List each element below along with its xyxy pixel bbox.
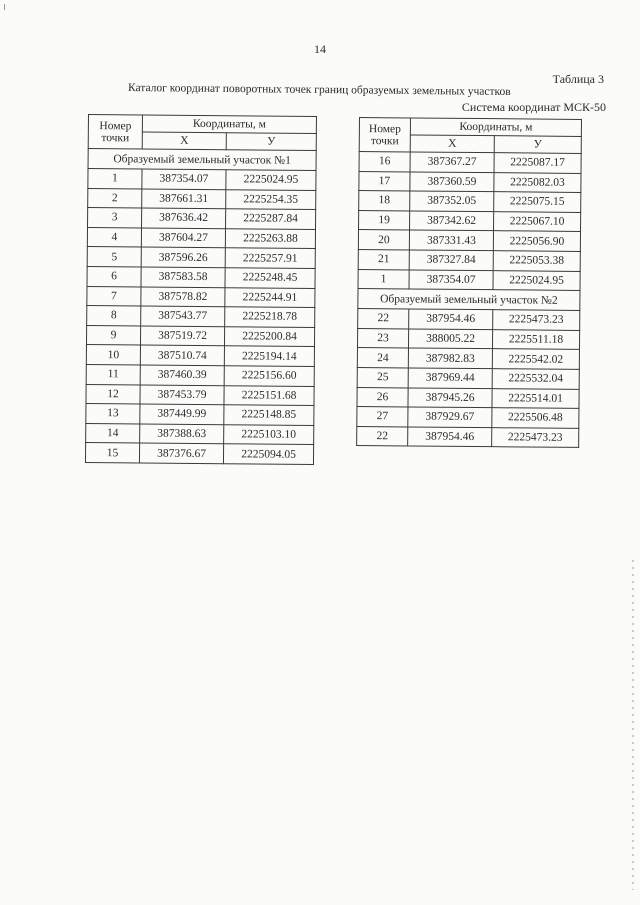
table-row: [88, 169, 316, 191]
table-row: [358, 269, 580, 291]
point-number-cell: 5: [87, 247, 141, 267]
point-number-cell: 6: [87, 266, 141, 286]
header-x: X: [410, 135, 494, 153]
point-number-cell: 16: [359, 152, 410, 172]
table-row: [87, 306, 315, 328]
x-coordinate-cell: 387367.27: [410, 152, 494, 172]
y-coordinate-cell: 2225473.23: [492, 427, 579, 447]
y-coordinate-cell: 2225473.23: [493, 310, 580, 330]
table-row: [357, 387, 579, 409]
point-number-cell: 23: [357, 328, 408, 348]
header-x: X: [142, 132, 226, 150]
x-coordinate-cell: 387929.67: [408, 407, 492, 427]
point-number-cell: 12: [86, 384, 140, 404]
x-coordinate-cell: 387661.31: [142, 189, 226, 209]
x-coordinate-cell: 387342.62: [410, 211, 494, 231]
y-coordinate-cell: 2225024.95: [226, 170, 316, 190]
table-row: [86, 364, 314, 386]
scan-corner-mark: [4, 4, 8, 10]
table-row: [358, 249, 580, 271]
table-row: [86, 345, 314, 367]
table-row: [86, 325, 314, 347]
table-row: [86, 384, 314, 406]
x-coordinate-cell: 387449.99: [140, 404, 224, 424]
point-number-cell: 19: [359, 210, 410, 230]
table-row: [87, 247, 315, 269]
coordinates-table-left: [85, 114, 317, 465]
point-number-cell: 21: [358, 249, 409, 269]
y-coordinate-cell: 2225053.38: [493, 251, 580, 271]
x-coordinate-cell: 387583.58: [141, 267, 225, 287]
y-coordinate-cell: 2225263.88: [225, 228, 315, 248]
table-row: [88, 208, 316, 230]
table-row: [359, 152, 581, 174]
point-number-cell: 25: [357, 367, 408, 387]
header-point-line1: Номер: [99, 119, 132, 132]
table-row: [357, 348, 579, 370]
x-coordinate-cell: 387376.67: [139, 443, 223, 463]
y-coordinate-cell: 2225156.60: [224, 366, 314, 386]
table-row: [357, 426, 579, 448]
point-number-cell: 2: [88, 188, 142, 208]
x-coordinate-cell: 387331.43: [409, 230, 493, 250]
point-number-cell: 8: [87, 306, 141, 326]
y-coordinate-cell: 2225542.02: [492, 349, 579, 369]
y-coordinate-cell: 2225094.05: [223, 444, 313, 464]
y-coordinate-cell: 2225511.18: [492, 329, 579, 349]
table-row: [86, 404, 314, 426]
table-row: [86, 423, 314, 445]
x-coordinate-cell: 387510.74: [140, 345, 224, 365]
point-number-cell: 13: [86, 404, 140, 424]
point-number-cell: 1: [88, 169, 142, 189]
x-coordinate-cell: 387453.79: [140, 384, 224, 404]
x-coordinate-cell: 387596.26: [141, 247, 225, 267]
x-coordinate-cell: 387982.83: [408, 348, 492, 368]
header-point-line2: точки: [101, 131, 130, 144]
y-coordinate-cell: 2225087.17: [494, 153, 581, 173]
y-coordinate-cell: 2225514.01: [492, 388, 579, 408]
x-coordinate-cell: 387388.63: [140, 424, 224, 444]
y-coordinate-cell: 2225151.68: [224, 385, 314, 405]
x-coordinate-cell: 388005.22: [408, 329, 492, 349]
y-coordinate-cell: 2225244.91: [225, 287, 315, 307]
y-coordinate-cell: 2225532.04: [492, 369, 579, 389]
page-number: 14: [314, 42, 326, 56]
table-row: [87, 227, 315, 249]
coordinates-table-right: [356, 117, 582, 448]
point-number-cell: 9: [86, 325, 140, 345]
point-number-cell: 11: [86, 364, 140, 384]
y-coordinate-cell: 2225248.45: [225, 268, 315, 288]
point-number-cell: 4: [87, 227, 141, 247]
point-number-cell: 22: [357, 426, 408, 446]
header-y: У: [494, 136, 581, 154]
point-number-cell: 3: [88, 208, 142, 228]
x-coordinate-cell: 387327.84: [409, 250, 493, 270]
table-row: [359, 171, 581, 193]
x-coordinate-cell: 387360.59: [410, 172, 494, 192]
section-title-plot-2: Образуемый земельный участок №2: [358, 289, 580, 311]
point-number-cell: 7: [87, 286, 141, 306]
point-number-cell: 17: [359, 171, 410, 191]
point-number-cell: 1: [358, 269, 409, 289]
x-coordinate-cell: 387354.07: [409, 270, 493, 290]
section-title-plot-1: Образуемый земельный участок №1: [88, 149, 316, 171]
point-number-cell: 20: [358, 230, 409, 250]
x-coordinate-cell: 387969.44: [408, 368, 492, 388]
table-row: [357, 367, 579, 389]
x-coordinate-cell: 387945.26: [408, 387, 492, 407]
header-point-line1: Номер: [368, 122, 401, 135]
table-row: [357, 407, 579, 429]
scan-edge-marks: [632, 560, 634, 890]
point-number-cell: 18: [359, 191, 410, 211]
table-row: [359, 191, 581, 213]
coordinate-system-label: Система координат МСК-50: [461, 100, 606, 114]
y-coordinate-cell: 2225506.48: [492, 408, 579, 428]
x-coordinate-cell: 387954.46: [409, 309, 493, 329]
y-coordinate-cell: 2225287.84: [226, 209, 316, 229]
point-number-cell: 14: [86, 423, 140, 443]
x-coordinate-cell: 387954.46: [408, 427, 492, 447]
header-coordinates: Координаты, м: [142, 115, 316, 134]
point-number-cell: 27: [357, 407, 408, 427]
table-row: [359, 210, 581, 232]
x-coordinate-cell: 387460.39: [140, 365, 224, 385]
x-coordinate-cell: 387543.77: [141, 306, 225, 326]
y-coordinate-cell: 2225257.91: [225, 248, 315, 268]
y-coordinate-cell: 2225218.78: [225, 307, 315, 327]
point-number-cell: 24: [357, 348, 408, 368]
y-coordinate-cell: 2225067.10: [494, 211, 581, 231]
table-row: [88, 188, 316, 210]
x-coordinate-cell: 387578.82: [141, 287, 225, 307]
point-number-cell: 26: [357, 387, 408, 407]
header-y: У: [226, 133, 316, 151]
table-row: [85, 443, 313, 465]
table-label: Таблица 3: [552, 72, 604, 86]
table-row: [358, 230, 580, 252]
table-row: [87, 266, 315, 288]
x-coordinate-cell: 387352.05: [410, 191, 494, 211]
y-coordinate-cell: 2225082.03: [494, 172, 581, 192]
point-number-cell: 15: [85, 443, 139, 463]
point-number-cell: 10: [86, 345, 140, 365]
y-coordinate-cell: 2225103.10: [224, 424, 314, 444]
catalog-title: Каталог координат поворотных точек границ образуемых земельных участков: [127, 82, 511, 99]
y-coordinate-cell: 2225024.95: [493, 270, 580, 290]
y-coordinate-cell: 2225148.85: [224, 405, 314, 425]
x-coordinate-cell: 387636.42: [142, 208, 226, 228]
y-coordinate-cell: 2225056.90: [493, 231, 580, 251]
y-coordinate-cell: 2225200.84: [224, 326, 314, 346]
table-row: [358, 309, 580, 331]
point-number-cell: 22: [358, 309, 409, 329]
x-coordinate-cell: 387604.27: [141, 228, 225, 248]
header-point-number: [359, 118, 410, 152]
y-coordinate-cell: 2225254.35: [226, 189, 316, 209]
header-point-number: [88, 115, 142, 149]
table-row: [357, 328, 579, 350]
x-coordinate-cell: 387519.72: [140, 326, 224, 346]
table-row: [87, 286, 315, 308]
header-coordinates: Координаты, м: [410, 118, 581, 136]
y-coordinate-cell: 2225194.14: [224, 346, 314, 366]
x-coordinate-cell: 387354.07: [142, 169, 226, 189]
header-point-line2: точки: [370, 134, 399, 147]
y-coordinate-cell: 2225075.15: [494, 192, 581, 212]
